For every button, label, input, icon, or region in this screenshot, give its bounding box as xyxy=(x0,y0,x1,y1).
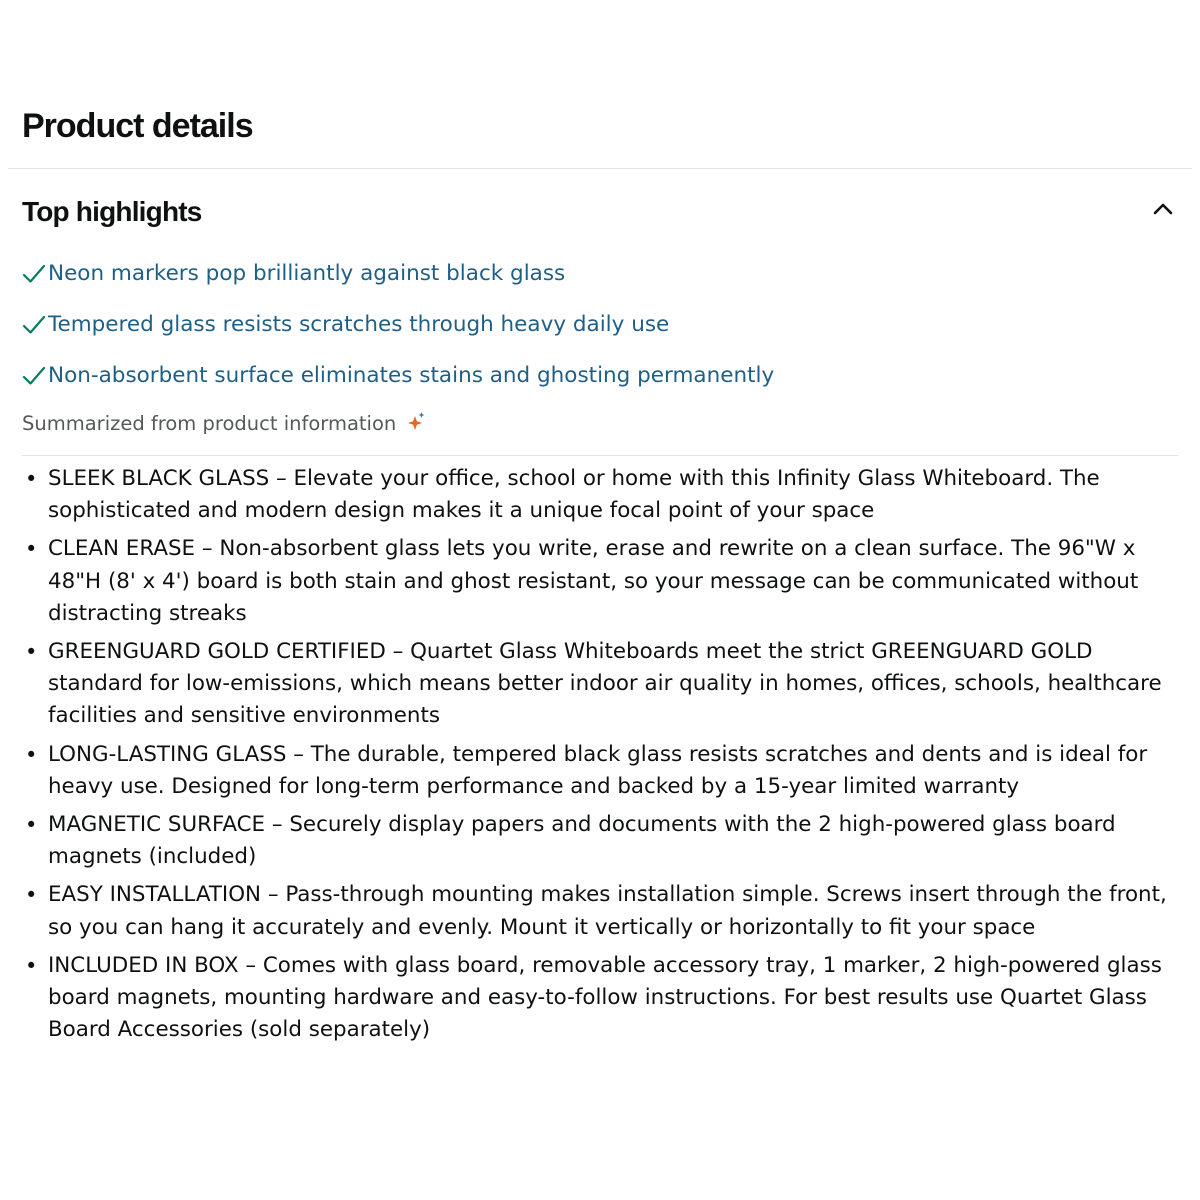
check-icon xyxy=(22,307,46,343)
section-divider xyxy=(8,168,1192,169)
sparkle-icon xyxy=(406,411,426,431)
highlights-list xyxy=(22,256,1172,409)
bullet-text: INCLUDED IN BOX – Comes with glass board, removable accessory tray, 1 marker, 2 high-powered glass board magnets, mounting hardware and easy-to-follow instructions. For best results use Quartet Glass Board Accessories (sold separately) xyxy=(48,952,1162,1043)
check-icon xyxy=(22,358,46,394)
highlight-text: Tempered glass resists scratches through heavy daily use xyxy=(48,312,670,337)
bullet-text: MAGNETIC SURFACE – Securely display papers and documents with the 2 high-powered glass board magnets (included) xyxy=(48,812,1116,870)
bullet-marker: • xyxy=(25,640,38,665)
highlight-text: Non-absorbent surface eliminates stains and ghosting permanently xyxy=(48,363,775,388)
bullet-text: EASY INSTALLATION – Pass-through mounting makes installation simple. Screws insert through the front, so you can hang it accurately and evenly. Mount it vertically or horizontally to fit your space xyxy=(48,882,1167,940)
bullet-marker: • xyxy=(25,742,38,767)
bullet-item xyxy=(22,879,1170,943)
bullet-text: LONG-LASTING GLASS – The durable, tempered black glass resists scratches and dents and is ideal for heavy use. Designed for long-term performance and backed by a 15-year limited warranty xyxy=(48,741,1148,799)
highlight-item xyxy=(22,307,1172,358)
section-title: Top highlights xyxy=(22,196,202,227)
bullet-item xyxy=(22,463,1170,527)
bullet-marker: • xyxy=(25,537,38,562)
summary-note-text: Summarized from product information xyxy=(22,412,397,435)
highlight-text: Neon markers pop brilliantly against black glass xyxy=(48,261,566,286)
bullet-item xyxy=(22,739,1170,803)
bullet-marker: • xyxy=(25,467,38,491)
highlight-item xyxy=(22,256,1172,307)
bullet-marker: • xyxy=(25,813,38,838)
bullet-item xyxy=(22,950,1170,1047)
bullet-item xyxy=(22,809,1170,873)
bullet-text: SLEEK BLACK GLASS – Elevate your office, school or home with this Infinity Glass Whiteboard. The sophisticated and modern design makes it a unique focal point of your space xyxy=(48,466,1100,524)
bullet-text: CLEAN ERASE – Non-absorbent glass lets you write, erase and rewrite on a clean surface. The 96"W x 48"H (8' x 4') board is both stain and ghost resistant, so your message can be communicated without distracting streaks xyxy=(48,536,1139,626)
highlight-item xyxy=(22,358,1172,409)
bullet-marker: • xyxy=(25,953,38,978)
chevron-up-icon[interactable] xyxy=(1148,194,1178,224)
bullet-text: GREENGUARD GOLD CERTIFIED – Quartet Glass Whiteboards meet the strict GREENGUARD GOLD standard for low-emissions, which means better indoor air quality in homes, offices, schools, healthcare facilities and sensitive environments xyxy=(48,639,1162,729)
top-highlights-toggle[interactable] xyxy=(22,190,1178,234)
summary-note xyxy=(22,408,426,440)
bullet-item xyxy=(22,636,1170,733)
feature-bullets xyxy=(22,463,1170,1052)
page-title: Product details xyxy=(22,107,253,145)
bullet-item xyxy=(22,533,1170,630)
check-icon xyxy=(22,256,46,292)
content-divider xyxy=(22,455,1178,456)
bullet-marker: • xyxy=(25,883,38,908)
